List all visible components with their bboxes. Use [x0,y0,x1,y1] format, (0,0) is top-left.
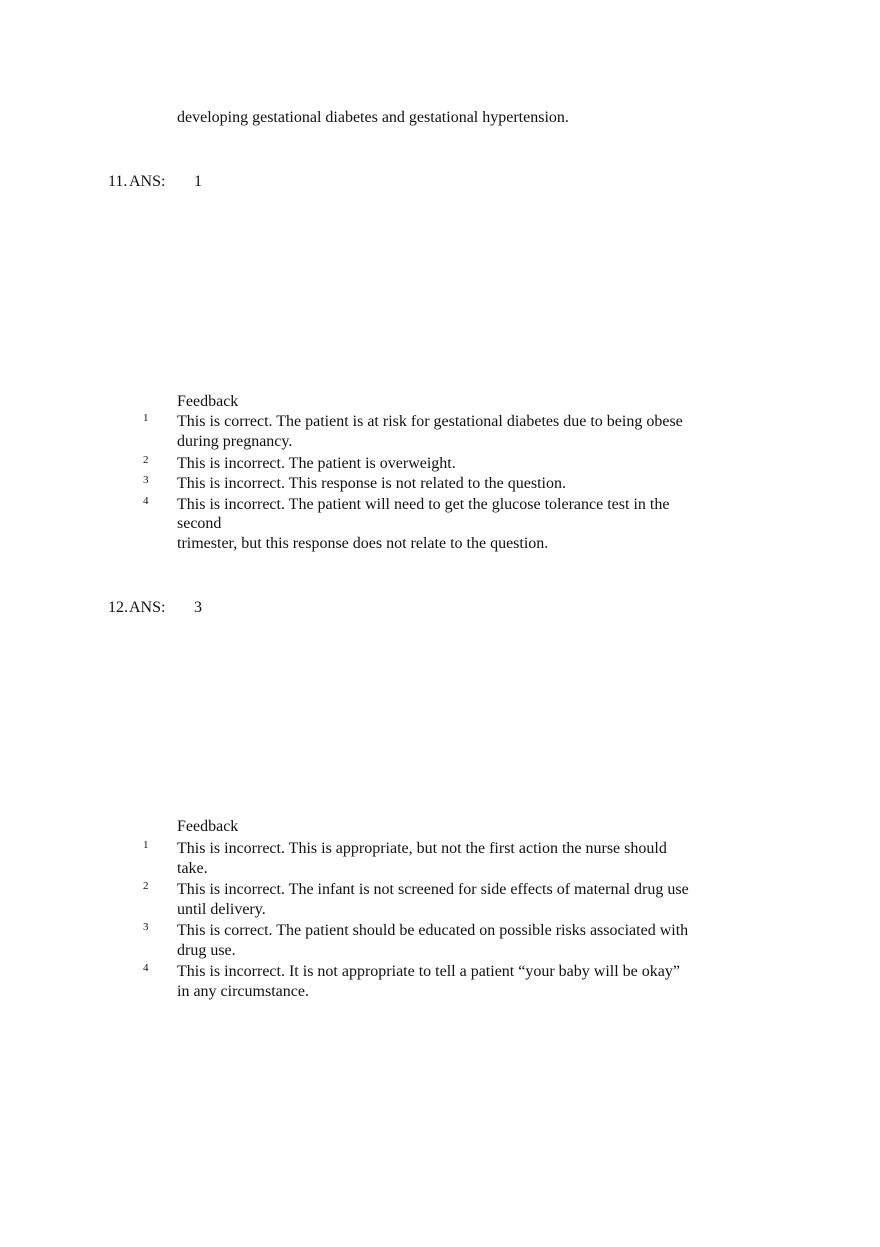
feedback-item-number: 3 [143,474,149,486]
feedback-line: This is correct. The patient is at risk for gestational diabetes due to being obese [177,413,683,430]
feedback-line: This is incorrect. This response is not related to the question. [177,475,566,492]
question-number: 11. [108,173,128,190]
feedback-heading: Feedback [177,393,239,410]
continuation-text: developing gestational diabetes and gestational hypertension. [177,109,569,126]
feedback-line: This is incorrect. The infant is not screened for side effects of maternal drug use [177,881,689,898]
feedback-item-number: 4 [143,495,149,507]
feedback-line: in any circumstance. [177,983,309,1000]
feedback-line: This is correct. The patient should be educated on possible risks associated with [177,922,689,939]
answer-value: 3 [194,599,202,616]
feedback-item-number: 1 [143,839,149,851]
feedback-item-number: 4 [143,962,149,974]
feedback-line: drug use. [177,942,236,959]
feedback-line: This is incorrect. This is appropriate, but not the first action the nurse should [177,840,667,857]
feedback-line: until delivery. [177,901,266,918]
feedback-line: trimester, but this response does not relate to the question. [177,535,549,552]
feedback-item-number: 3 [143,921,149,933]
feedback-line: during pregnancy. [177,433,293,450]
feedback-line: This is incorrect. The patient is overweight. [177,455,456,472]
feedback-heading: Feedback [177,818,239,835]
feedback-line: This is incorrect. It is not appropriate to tell a patient “your baby will be okay” [177,963,680,980]
feedback-line: take. [177,860,208,877]
answer-value: 1 [194,173,202,190]
feedback-line: This is incorrect. The patient will need to get the glucose tolerance test in the [177,496,670,513]
feedback-item-number: 1 [143,412,149,424]
answer-label: ANS: [129,173,166,190]
answer-label: ANS: [129,599,166,616]
feedback-line: second [177,515,222,532]
question-number: 12. [108,599,128,616]
feedback-item-number: 2 [143,880,149,892]
feedback-item-number: 2 [143,454,149,466]
